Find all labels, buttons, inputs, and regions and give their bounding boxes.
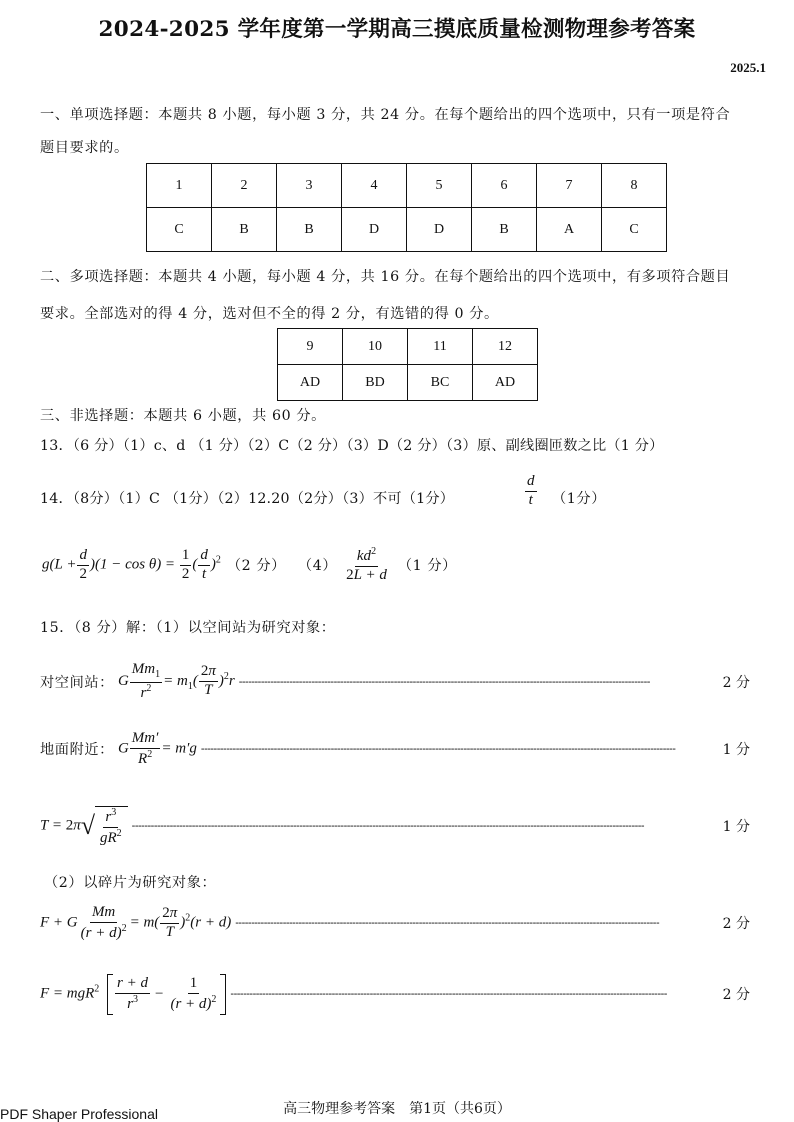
- q15-part2-intro: （2）以碎片为研究对象：: [44, 875, 217, 891]
- single-choice-answer-table: [146, 163, 667, 252]
- page-title: 2024-2025 学年度第一学期高三摸底质量检测物理参考答案: [98, 17, 696, 42]
- part4-fraction: $\frac{kd^2}{2L + d}$: [346, 546, 387, 583]
- question-number: 7: [537, 164, 602, 208]
- dotted-leader: ------------------------------------------------------------------------------------------------------------------------------------------------------: [200, 743, 676, 756]
- force-equation: F = mgR$^2$ $\frac{r + d}{r^3}$ − $\frac{1}{(r + d)^2}$: [40, 974, 226, 1015]
- part4-score: （1 分）: [397, 558, 457, 575]
- multi-choice-answer-table: [277, 328, 538, 401]
- part4-label: （4）: [297, 558, 338, 575]
- q15-ground-equation-row: [40, 731, 750, 768]
- answer-cell: D: [407, 208, 472, 252]
- station-equation: G $\frac{Mm_1}{r^2}$ = $m_1$( $\frac{2\pi}{T}$ )$^2$r: [117, 661, 235, 701]
- q15-period-equation-row: [40, 806, 750, 847]
- q15-force-equation-row: [40, 974, 750, 1015]
- question-number: 10: [343, 329, 408, 365]
- section1-intro-line2: 题目要求的。: [40, 140, 129, 156]
- section2-intro-line2: 要求。全部选对的得 4 分，选对但不全的得 2 分，有选错的得 0 分。: [40, 306, 499, 322]
- question-number: 5: [407, 164, 472, 208]
- table-row: [278, 365, 538, 401]
- answer-cell: A: [537, 208, 602, 252]
- exam-date: 2025.1: [730, 60, 766, 75]
- answer-cell: D: [342, 208, 407, 252]
- dotted-leader: ----------------------------------------------------------------------------------------------------------------------------------: [238, 675, 650, 688]
- question-number: 2: [212, 164, 277, 208]
- question-number: 12: [473, 329, 538, 365]
- q15-debris-equation-row: [40, 905, 750, 942]
- question-number: 11: [408, 329, 473, 365]
- q13-answer: 13．（6 分）（1）c、d （1 分）（2）C（2 分）（3）D（2 分）（3）原、副线圈匝数之比（1 分）: [40, 438, 664, 454]
- page-footer: 高三物理参考答案 第1页（共6页）: [283, 1101, 511, 1117]
- q14-fraction-score: （1分）: [552, 491, 606, 507]
- watermark: PDF Shaper Professional: [0, 1106, 158, 1122]
- section2-intro-line1: 二、多项选择题：本题共 4 小题，每小题 4 分，共 16 分。在每个题给出的四个选项中，有多项符合题目: [40, 269, 731, 285]
- table-row: [147, 208, 667, 252]
- answer-cell: C: [602, 208, 667, 252]
- fraction-numerator: d: [525, 474, 537, 492]
- answer-cell: B: [277, 208, 342, 252]
- dotted-leader: ------------------------------------------------------------------------------------------------------------------------------------------------------------------: [131, 820, 645, 833]
- score: 2 分: [722, 987, 750, 1004]
- question-number: 3: [277, 164, 342, 208]
- answer-cell: BC: [408, 365, 473, 401]
- q14-answer: 14．（8分）（1）C （1分）（2）12.20（2分）（3）不可（1分）: [40, 491, 455, 507]
- q15-station-equation-row: [40, 662, 750, 701]
- score: 2 分: [722, 674, 750, 691]
- dotted-leader: ------------------------------------------------------------------------------------------------------------------------------------------: [230, 988, 667, 1001]
- q15-intro: 15．（8 分）解：（1）以空间站为研究对象：: [40, 620, 336, 636]
- fraction-denominator: t: [528, 491, 533, 508]
- ground-equation: G $\frac{Mm'}{R^2}$ = m′g: [117, 730, 197, 767]
- answer-cell: B: [472, 208, 537, 252]
- ground-label: 地面附近：: [40, 742, 114, 759]
- answer-cell: BD: [343, 365, 408, 401]
- q14-speed-fraction: [524, 474, 538, 509]
- answer-cell: C: [147, 208, 212, 252]
- question-number: 1: [147, 164, 212, 208]
- table-row: [147, 164, 667, 208]
- answer-cell: AD: [278, 365, 343, 401]
- section3-intro: 三、非选择题：本题共 6 小题，共 60 分。: [40, 408, 326, 424]
- score: 1 分: [722, 742, 750, 759]
- debris-equation: F + G $\frac{Mm}{(r + d)^2}$ = m( $\frac{2\pi}{T}$ )$^2$(r + d): [40, 904, 232, 941]
- score: 2 分: [722, 916, 750, 933]
- equation-score: （2 分）: [226, 558, 286, 575]
- score: 1 分: [722, 819, 750, 836]
- equation-lhs: g(L + $\frac{d}{2}$ )(1 − cos θ) = $\frac{1}{2}$ ( $\frac{d}{t}$ )$^2$: [42, 547, 221, 582]
- question-number: 8: [602, 164, 667, 208]
- table-row: [278, 329, 538, 365]
- question-number: 4: [342, 164, 407, 208]
- q14-energy-equation: [42, 547, 457, 584]
- answer-cell: B: [212, 208, 277, 252]
- period-equation: T = 2π √ $\frac{r^3}{gR^2}$: [40, 806, 128, 847]
- answer-cell: AD: [473, 365, 538, 401]
- question-number: 6: [472, 164, 537, 208]
- dotted-leader: --------------------------------------------------------------------------------------------------------------------------------------: [235, 917, 660, 930]
- station-label: 对空间站：: [40, 674, 114, 691]
- question-number: 9: [278, 329, 343, 365]
- section1-intro-line1: 一、单项选择题：本题共 8 小题，每小题 3 分，共 24 分。在每个题给出的四个选项中，只有一项是符合: [40, 107, 731, 123]
